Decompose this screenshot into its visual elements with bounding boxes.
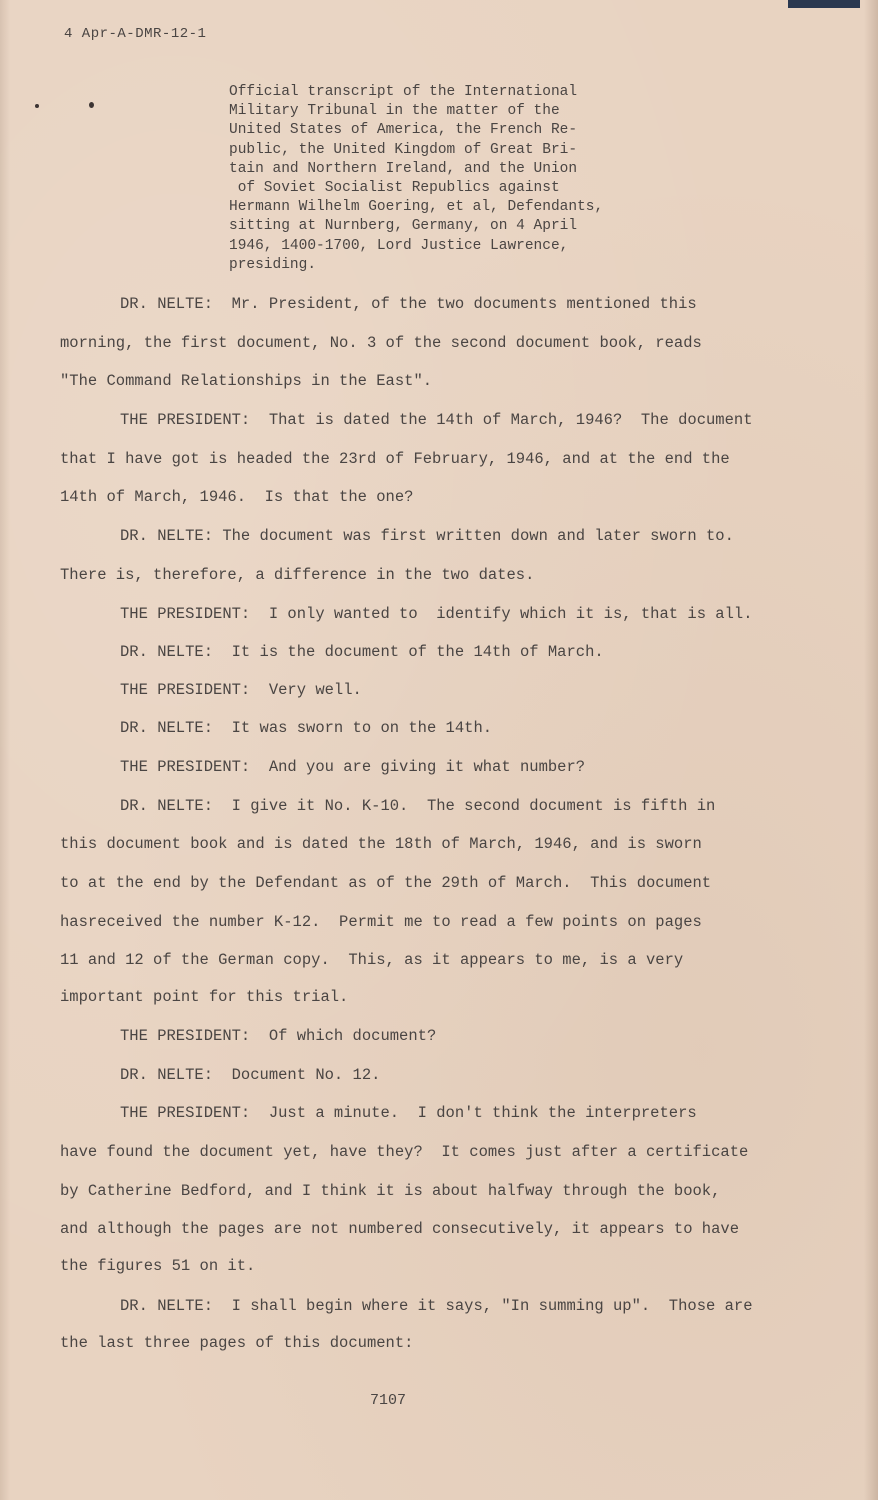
header-line: Official transcript of the International [229, 84, 578, 100]
ink-speck [35, 104, 39, 108]
transcript-line: There is, therefore, a difference in the two dates. [60, 566, 535, 584]
header-line: presiding. [229, 256, 317, 273]
header-line: United States of America, the French Re- [229, 122, 578, 139]
transcript-line: morning, the first document, No. 3 of the second document book, reads [60, 334, 702, 352]
transcript-line: THE PRESIDENT: Very well. [120, 681, 362, 699]
transcript-line: THE PRESIDENT: That is dated the 14th of March, 1946? The document [120, 411, 753, 429]
transcript-line: DR. NELTE: Mr. President, of the two documents mentioned this [120, 295, 697, 313]
transcript-line: have found the document yet, have they? It comes just after a certificate [60, 1143, 749, 1161]
transcript-line: DR. NELTE: It is the document of the 14th of March. [120, 643, 604, 661]
transcript-line: that I have got is headed the 23rd of February, 1946, and at the end the [60, 450, 730, 468]
transcript-line: THE PRESIDENT: Just a minute. I don't think the interpreters [120, 1104, 697, 1122]
header-line: tain and Northern Ireland, and the Union [229, 160, 578, 177]
transcript-line: the figures 51 on it. [60, 1257, 256, 1275]
header-line: public, the United Kingdom of Great Bri- [229, 141, 578, 158]
page-number: 7107 [370, 1392, 407, 1409]
header-line: of Soviet Socialist Republics against [229, 180, 560, 197]
transcript-line: and although the pages are not numbered consecutively, it appears to have [60, 1220, 740, 1238]
transcript-line: 14th of March, 1946. Is that the one? [60, 488, 414, 506]
transcript-line: important point for this trial. [60, 988, 349, 1006]
transcript-line: by Catherine Bedford, and I think it is about halfway through the book, [60, 1182, 721, 1200]
transcript-line: THE PRESIDENT: And you are giving it what number? [120, 758, 586, 776]
header-line: 1946, 1400-1700, Lord Justice Lawrence, [229, 237, 569, 254]
binder-tab-mark [788, 0, 860, 8]
transcript-line: to at the end by the Defendant as of the 29th of March. This document [60, 874, 712, 892]
transcript-line: DR. NELTE: I shall begin where it says, "In summing up". Those are [120, 1297, 753, 1315]
transcript-header [229, 83, 659, 275]
header-line: Hermann Wilhelm Goering, et al, Defendants, [229, 199, 604, 216]
ink-speck [89, 102, 94, 108]
transcript-line: the last three pages of this document: [60, 1334, 414, 1352]
transcript-line: 11 and 12 of the German copy. This, as it appears to me, is a very [60, 951, 684, 969]
page-left-edge [0, 0, 10, 1500]
document-reference: 4 Apr-A-DMR-12-1 [64, 26, 207, 42]
transcript-line: hasreceived the number K-12. Permit me to read a few points on pages [60, 913, 702, 931]
header-line: Military Tribunal in the matter of the [229, 103, 560, 120]
header-line: sitting at Nurnberg, Germany, on 4 April [229, 218, 578, 235]
transcript-line: DR. NELTE: The document was first written down and later sworn to. [120, 527, 734, 545]
transcript-line: THE PRESIDENT: I only wanted to identify which it is, that is all. [120, 605, 753, 623]
page-right-edge [864, 0, 878, 1500]
transcript-line: DR. NELTE: I give it No. K-10. The second document is fifth in [120, 797, 716, 815]
transcript-line: "The Command Relationships in the East". [60, 372, 433, 390]
transcript-line: this document book and is dated the 18th of March, 1946, and is sworn [60, 835, 702, 853]
transcript-line: DR. NELTE: Document No. 12. [120, 1066, 381, 1084]
transcript-line: THE PRESIDENT: Of which document? [120, 1027, 437, 1045]
transcript-line: DR. NELTE: It was sworn to on the 14th. [120, 719, 493, 737]
